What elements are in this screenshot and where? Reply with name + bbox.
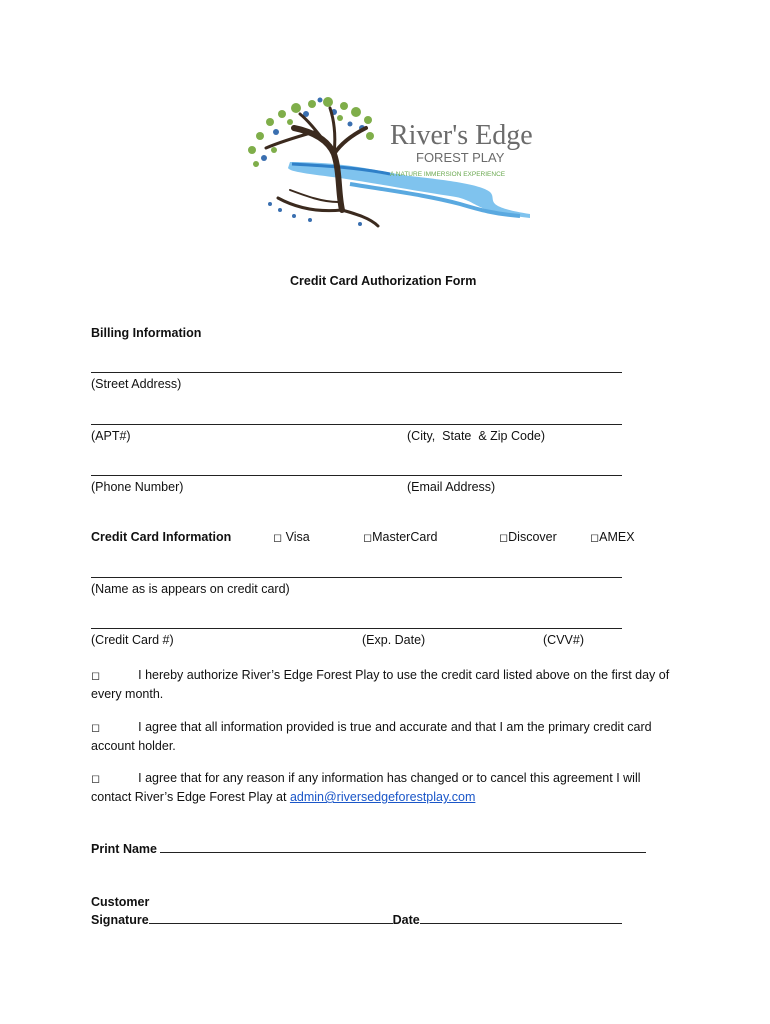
street-address-line[interactable] xyxy=(91,372,622,373)
apt-label: (APT#) xyxy=(91,429,131,443)
visa-checkbox-icon[interactable]: ◻ xyxy=(273,532,283,544)
discover-checkbox-icon[interactable]: ◻ xyxy=(499,532,509,544)
visa-option[interactable] xyxy=(273,530,310,544)
card-name-line[interactable] xyxy=(91,577,622,578)
cvv-label: (CVV#) xyxy=(543,633,584,647)
agreement-3-text: I agree that for any reason if any information has changed or to cancel this agreement I will xyxy=(138,771,641,785)
signature-row xyxy=(91,912,622,927)
agreement-2 xyxy=(91,718,691,755)
street-address-label: (Street Address) xyxy=(91,377,182,391)
agreement-2-checkbox-icon[interactable]: ◻ xyxy=(91,722,101,734)
agreement-1-text-cont: every month. xyxy=(91,687,164,701)
card-heading: Credit Card Information xyxy=(91,530,232,544)
card-name-label: (Name as is appears on credit card) xyxy=(91,582,290,596)
apt-city-line[interactable] xyxy=(91,424,622,425)
print-name-label: Print Name xyxy=(91,842,157,856)
logo-name: River's Edge xyxy=(390,120,533,151)
mastercard-label: MasterCard xyxy=(372,530,438,544)
discover-label: Discover xyxy=(508,530,557,544)
agreement-2-text-cont: account holder. xyxy=(91,739,176,753)
amex-checkbox-icon[interactable]: ◻ xyxy=(590,532,600,544)
visa-label: Visa xyxy=(285,530,310,544)
phone-label: (Phone Number) xyxy=(91,480,184,494)
card-number-line[interactable] xyxy=(91,628,622,629)
billing-heading: Billing Information xyxy=(91,326,202,340)
amex-option[interactable] xyxy=(590,530,635,544)
agreement-1-text: I hereby authorize River’s Edge Forest Play to use the credit card listed above on the first day of xyxy=(138,668,670,682)
logo-subtitle: FOREST PLAY xyxy=(416,150,505,165)
form-title: Credit Card Authorization Form xyxy=(290,274,477,288)
card-number-label: (Credit Card #) xyxy=(91,633,174,647)
signature-label: Signature xyxy=(91,913,149,927)
print-name-line[interactable] xyxy=(160,841,646,853)
exp-date-label: (Exp. Date) xyxy=(362,633,426,647)
logo-tagline: A NATURE IMMERSION EXPERIENCE xyxy=(390,171,506,178)
agreement-1-checkbox-icon[interactable]: ◻ xyxy=(91,670,101,682)
date-line[interactable] xyxy=(420,912,622,924)
city-state-zip-label: (City, State & Zip Code) xyxy=(407,429,546,443)
mastercard-option[interactable] xyxy=(363,530,437,544)
tree-river-logo-icon xyxy=(230,92,540,230)
agreement-3 xyxy=(91,769,691,806)
amex-label: AMEX xyxy=(599,530,635,544)
agreement-3-text-cont: contact River’s Edge Forest Play at xyxy=(91,790,290,804)
mastercard-checkbox-icon[interactable]: ◻ xyxy=(363,532,373,544)
email-label: (Email Address) xyxy=(407,480,496,494)
agreement-1 xyxy=(91,666,691,703)
phone-email-line[interactable] xyxy=(91,475,622,476)
date-label: Date xyxy=(392,913,420,927)
discover-option[interactable] xyxy=(499,530,557,544)
print-name-row xyxy=(91,841,646,856)
contact-email-link[interactable]: admin@riversedgeforestplay.com xyxy=(289,790,476,804)
signature-line[interactable] xyxy=(149,912,393,924)
agreement-2-text: I agree that all information provided is true and accurate and that I am the primary credit card xyxy=(138,720,652,734)
customer-label: Customer xyxy=(91,895,150,909)
logo xyxy=(230,92,540,230)
agreement-3-checkbox-icon[interactable]: ◻ xyxy=(91,773,101,785)
